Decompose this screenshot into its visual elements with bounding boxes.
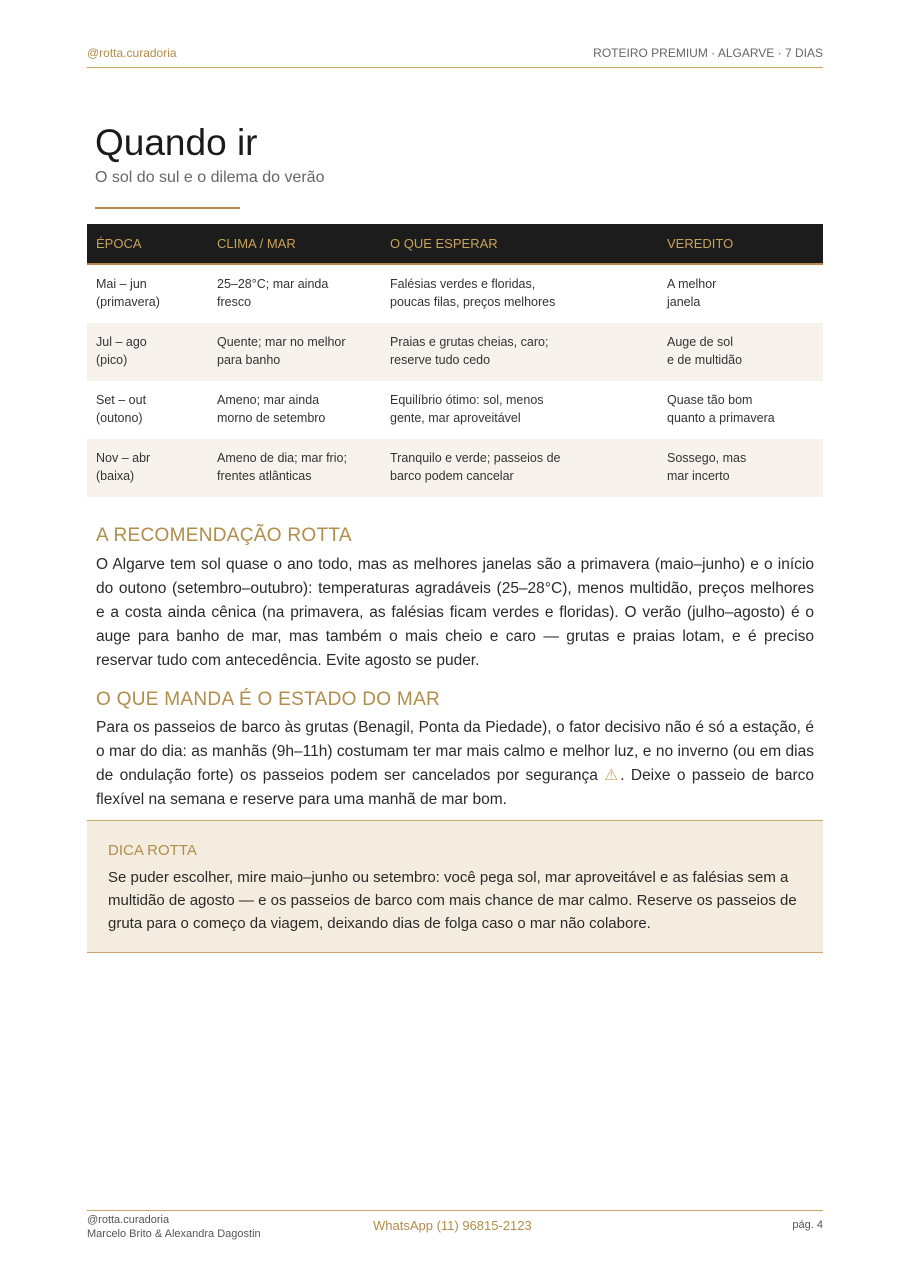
column-header-clima: CLIMA / MAR (217, 236, 296, 251)
cell-clima: Ameno; mar ainda morno de setembro (217, 393, 326, 425)
cell-epoca: Mai – jun (primavera) (96, 277, 160, 309)
cell-esperar: Falésias verdes e floridas, poucas filas, preços melhores (390, 277, 556, 309)
tip-body: Se puder escolher, mire maio–junho ou setembro: você pega sol, mar aproveitável e as falésias sem a multidão de agosto — e os passeios de barco com mais chance de mar calmo. Reserve os passeios de gruta para o começo da viagem, deixando dias de folga caso o mar não colabore. (108, 869, 797, 932)
page-footer (87, 1210, 823, 1251)
table-row (87, 381, 823, 439)
footer-whatsapp-link[interactable]: WhatsApp (11) 96815-2123 (373, 1218, 532, 1233)
cell-veredito: Auge de sol e de multidão (667, 335, 743, 367)
cell-veredito: Quase tão bom quanto a primavera (667, 393, 775, 425)
header-brand: @rotta.curadoria (87, 46, 177, 60)
page-number: pág. 4 (792, 1219, 823, 1231)
cell-epoca: Jul – ago (pico) (96, 335, 147, 367)
cell-epoca: Nov – abr (baixa) (96, 451, 151, 483)
table-header-row (87, 224, 823, 265)
cell-veredito: Sossego, mas mar incerto (667, 451, 747, 483)
column-header-veredito: VEREDITO (667, 236, 734, 251)
footer-brand: @rotta.curadoria (87, 1214, 170, 1226)
title-underline (95, 207, 240, 209)
warning-icon: ⚠ (604, 767, 621, 784)
section-body-estado-do-mar: Para os passeios de barco às grutas (Benagil, Ponta da Piedade), o fator decisivo não é só a estação, é o mar do dia: as manhãs (9h–11h) costumam ter mar mais calmo e melhor luz, e no inverno (ou em dias de ondulação forte) os passeios podem ser cancelados por segurança ⚠. Deixe o passeio de barco flexível na semana e reserve para uma manhã de mar bom. (96, 719, 814, 808)
page-title: Quando ir (95, 122, 258, 163)
cell-esperar: Tranquilo e verde; passeios de barco podem cancelar (390, 451, 561, 483)
section-body-recomendacao: O Algarve tem sol quase o ano todo, mas as melhores janelas são a primavera (maio–junho) e o início do outono (setembro–outubro): temperaturas agradáveis (25–28°C), menos multidão, preços melhores e a costa ainda cênica (na primavera, as falésias ficam verdes e floridas). O verão (julho–agosto) é o auge para banho de mar, mas também o mais cheio e caro — grutas e praias lotam, e é preciso reservar tudo com antecedência. Evite agosto se puder. (96, 556, 814, 669)
column-header-epoca: ÉPOCA (96, 236, 142, 251)
cell-esperar: Praias e grutas cheias, caro; reserve tudo cedo (390, 335, 549, 367)
cell-clima: 25–28°C; mar ainda fresco (217, 277, 329, 309)
page-header (87, 46, 823, 68)
page-subtitle: O sol do sul e o dilema do verão (95, 169, 325, 186)
table-row (87, 439, 823, 497)
cell-clima: Quente; mar no melhor para banho (217, 335, 346, 367)
section-heading-estado-do-mar: O QUE MANDA É O ESTADO DO MAR (96, 689, 441, 710)
table-row (87, 323, 823, 381)
cell-esperar: Equilíbrio ótimo: sol, menos gente, mar aproveitável (390, 393, 544, 425)
cell-veredito: A melhor janela (667, 277, 717, 309)
table-row (87, 265, 823, 323)
footer-authors: Marcelo Brito & Alexandra Dagostin (87, 1228, 261, 1240)
cell-epoca: Set – out (outono) (96, 393, 147, 425)
tip-title: DICA ROTTA (108, 842, 197, 859)
header-doc-title: ROTEIRO PREMIUM · ALGARVE · 7 DIAS (593, 46, 823, 60)
section-heading-recomendacao: A RECOMENDAÇÃO ROTTA (96, 525, 352, 546)
tip-box (87, 820, 823, 953)
cell-clima: Ameno de dia; mar frio; frentes atlânticas (217, 451, 347, 483)
season-table (87, 224, 823, 497)
column-header-esperar: O QUE ESPERAR (390, 236, 498, 251)
